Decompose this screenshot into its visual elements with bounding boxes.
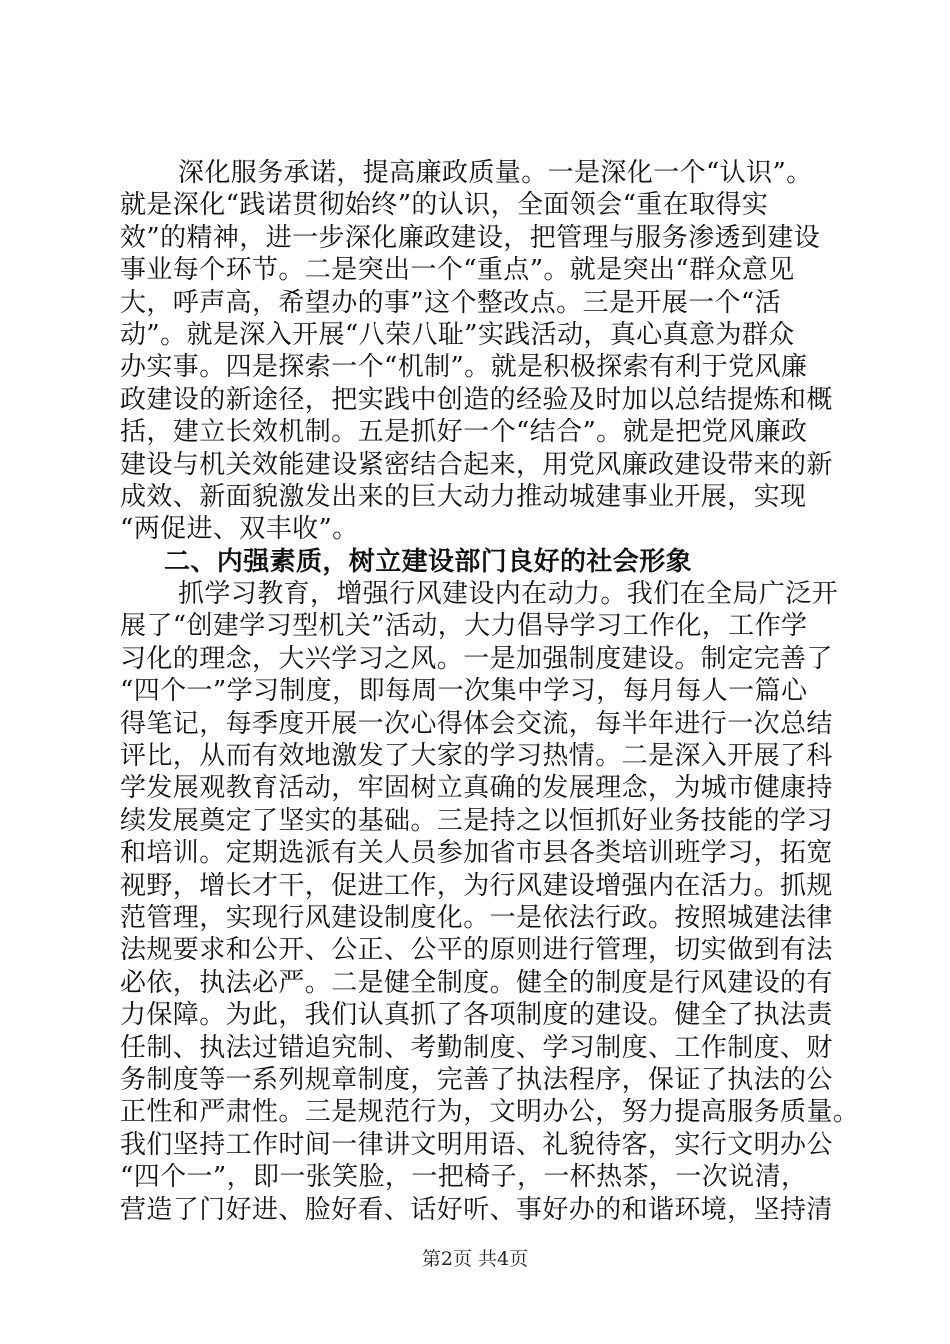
- text-line: 建设与机关效能建设紧密结合起来，用党风廉政建设带来的新: [120, 449, 833, 480]
- text-line: 习化的理念，大兴学习之风。一是加强制度建设。制定完善了: [120, 643, 833, 674]
- text-line: 事业每个环节。二是突出一个“重点”。就是突出“群众意见: [120, 255, 795, 286]
- section-heading: 二、内强素质，树立建设部门良好的社会形象: [164, 546, 693, 577]
- text-line: 展了“创建学习型机关”活动，大力倡导学习工作化，工作学: [120, 611, 808, 642]
- text-line: 学发展观教育活动，牢固树立真确的发展理念，为城市健康持: [120, 773, 833, 804]
- page-number-footer: 第2页 共4页: [421, 1248, 529, 1270]
- text-line: 任制、执法过错追究制、考勤制度、学习制度、工作制度、财: [120, 1032, 833, 1063]
- text-line: 大，呼声高，希望办的事”这个整改点。三是开展一个“活: [120, 287, 781, 318]
- text-line: 得笔记，每季度开展一次心得体会交流，每半年进行一次总结: [120, 708, 833, 739]
- text-line: 法规要求和公开、公正、公平的原则进行管理，切实做到有法: [120, 935, 833, 966]
- text-line: 务制度等一系列规章制度，完善了执法程序，保证了执法的公: [120, 1064, 833, 1095]
- paragraph-start-line: 深化服务承诺，提高廉政质量。一是深化一个“认识”。: [178, 158, 813, 188]
- text-line: “四个一”学习制度，即每周一次集中学习，每月每人一篇心: [120, 676, 808, 707]
- text-line: 效”的精神，进一步深化廉政建设，把管理与服务渗透到建设: [120, 222, 821, 253]
- text-line: 正性和严肃性。三是规范行为，文明办公，努力提高服务质量。: [120, 1097, 860, 1128]
- text-line: 括，建立长效机制。五是抓好一个“结合”。就是把党风廉政: [120, 417, 808, 448]
- text-line: 就是深化“践诺贯彻始终”的认识，全面领会“重在取得实: [120, 190, 769, 221]
- text-line: 视野，增长才干，促进工作，为行风建设增强内在活力。抓规: [120, 870, 833, 901]
- text-line: 评比，从而有效地激发了大家的学习热情。二是深入开展了科: [120, 741, 833, 772]
- text-line: 范管理，实现行风建设制度化。一是依法行政。按照城建法律: [120, 902, 833, 933]
- text-line: 我们坚持工作时间一律讲文明用语、礼貌待客，实行文明办公: [120, 1129, 833, 1160]
- text-line: 续发展奠定了坚实的基础。三是持之以恒抓好业务技能的学习: [120, 805, 833, 836]
- text-line: 力保障。为此，我们认真抓了各项制度的建设。健全了执法责: [120, 1000, 833, 1031]
- document-body: [120, 157, 860, 1226]
- text-line: 政建设的新途径，把实践中创造的经验及时加以总结提炼和概: [120, 384, 833, 415]
- text-line: 必依，执法必严。二是健全制度。健全的制度是行风建设的有: [120, 967, 833, 998]
- text-line: 成效、新面貌激发出来的巨大动力推动城建事业开展，实现: [120, 481, 807, 512]
- text-line: “两促进、双丰收”。: [120, 514, 359, 545]
- paragraph-start-line: 抓学习教育，增强行风建设内在动力。我们在全局广泛开: [178, 579, 839, 610]
- text-line: 动”。就是深入开展“八荣八耻”实践活动，真心真意为群众: [120, 319, 795, 350]
- text-line: “四个一”，即一张笑脸，一把椅子，一杯热茶，一次说清，: [120, 1162, 808, 1193]
- text-line: 和培训。定期选派有关人员参加省市县各类培训班学习，拓宽: [120, 838, 833, 869]
- text-line: 营造了门好进、脸好看、话好听、事好办的和谐环境，坚持清: [120, 1194, 833, 1225]
- text-line: 办实事。四是探索一个“机制”。就是积极探索有利于党风廉: [120, 352, 808, 383]
